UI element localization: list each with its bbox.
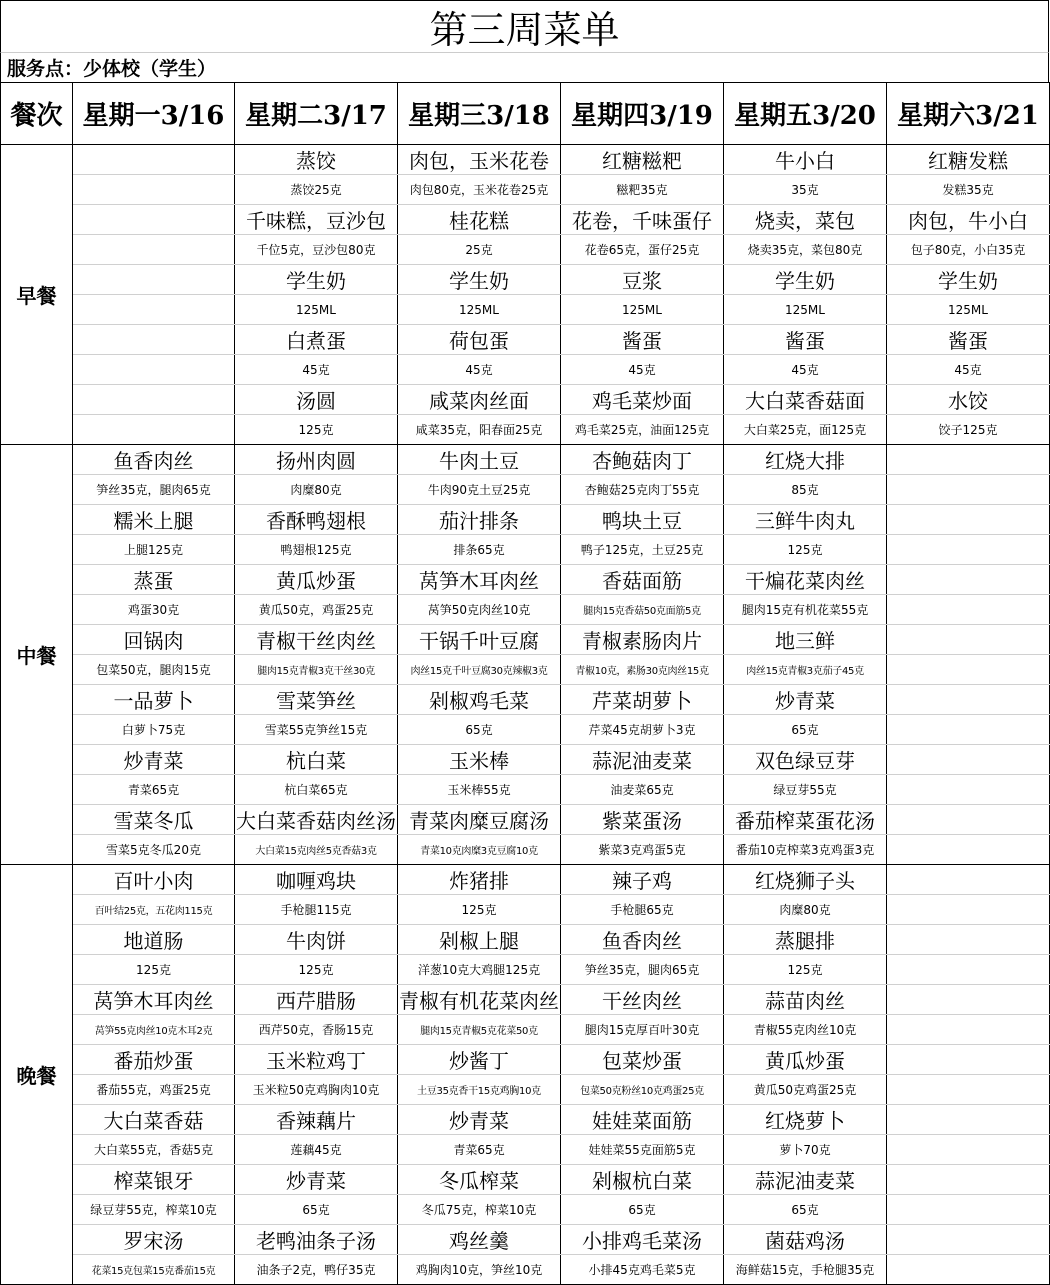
- quantity-row: [1, 595, 1050, 625]
- quantity-cell: 肉糜80克: [724, 895, 887, 925]
- dish-cell: [887, 1105, 1050, 1135]
- quantity-cell: 青菜65克: [73, 775, 235, 805]
- quantity-cell: 小排45克鸡毛菜5克: [561, 1255, 724, 1285]
- quantity-cell: 番茄55克，鸡蛋25克: [73, 1075, 235, 1105]
- dish-cell: [887, 505, 1050, 535]
- dish-cell: 汤圆: [235, 385, 398, 415]
- quantity-cell: 芹菜45克胡萝卜3克: [561, 715, 724, 745]
- quantity-cell: 45克: [887, 355, 1050, 385]
- day-header: 星期二3/17: [235, 83, 398, 145]
- quantity-cell: [887, 595, 1050, 625]
- dish-cell: 茄汁排条: [398, 505, 561, 535]
- quantity-cell: 西芹50克，香肠15克: [235, 1015, 398, 1045]
- dish-cell: 冬瓜榨菜: [398, 1165, 561, 1195]
- quantity-cell: 包菜50克，腿肉15克: [73, 655, 235, 685]
- quantity-cell: 45克: [398, 355, 561, 385]
- quantity-cell: 杏鲍菇25克肉丁55克: [561, 475, 724, 505]
- dish-cell: 双色绿豆芽: [724, 745, 887, 775]
- quantity-cell: [887, 1255, 1050, 1285]
- quantity-cell: 鸭翅根125克: [235, 535, 398, 565]
- dish-cell: [887, 865, 1050, 895]
- quantity-cell: 牛肉90克土豆25克: [398, 475, 561, 505]
- dish-cell: 青椒干丝肉丝: [235, 625, 398, 655]
- quantity-cell: 45克: [724, 355, 887, 385]
- dish-cell: 鱼香肉丝: [561, 925, 724, 955]
- dish-cell: 紫菜蛋汤: [561, 805, 724, 835]
- dish-row: [1, 685, 1050, 715]
- dish-cell: 罗宋汤: [73, 1225, 235, 1255]
- header-row: [1, 83, 1050, 145]
- quantity-cell: 笋丝35克，腿肉65克: [561, 955, 724, 985]
- quantity-cell: 土豆35克香干15克鸡胸10克: [398, 1075, 561, 1105]
- quantity-cell: 腿肉15克香菇50克面筋5克: [561, 595, 724, 625]
- dish-cell: 干锅千叶豆腐: [398, 625, 561, 655]
- dish-row: [1, 265, 1050, 295]
- dish-row: [1, 985, 1050, 1015]
- dish-cell: [73, 205, 235, 235]
- dish-cell: 菌菇鸡汤: [724, 1225, 887, 1255]
- quantity-cell: [73, 235, 235, 265]
- day-header: 星期一3/16: [73, 83, 235, 145]
- dish-row: [1, 925, 1050, 955]
- dish-cell: 蒸饺: [235, 145, 398, 175]
- dish-row: [1, 1105, 1050, 1135]
- dish-row: [1, 625, 1050, 655]
- dish-cell: 牛肉饼: [235, 925, 398, 955]
- quantity-cell: 65克: [724, 715, 887, 745]
- dish-cell: 咸菜肉丝面: [398, 385, 561, 415]
- quantity-row: [1, 775, 1050, 805]
- quantity-cell: 85克: [724, 475, 887, 505]
- quantity-cell: [73, 415, 235, 445]
- quantity-cell: 腿肉15克青椒3克干丝30克: [235, 655, 398, 685]
- dish-cell: 玉米粒鸡丁: [235, 1045, 398, 1075]
- dish-cell: 炒酱丁: [398, 1045, 561, 1075]
- quantity-cell: 125克: [235, 955, 398, 985]
- quantity-cell: 绿豆芽55克: [724, 775, 887, 805]
- dish-row: [1, 205, 1050, 235]
- quantity-cell: 125ML: [887, 295, 1050, 325]
- dish-cell: 杭白菜: [235, 745, 398, 775]
- menu-body: [1, 145, 1050, 1285]
- quantity-cell: [73, 175, 235, 205]
- dish-cell: 青椒有机花菜肉丝: [398, 985, 561, 1015]
- quantity-cell: [887, 655, 1050, 685]
- dish-cell: 大白菜香菇肉丝汤: [235, 805, 398, 835]
- quantity-cell: 冬瓜75克，榨菜10克: [398, 1195, 561, 1225]
- quantity-cell: 番茄10克榨菜3克鸡蛋3克: [724, 835, 887, 865]
- dish-cell: 香酥鸭翅根: [235, 505, 398, 535]
- quantity-cell: 洋葱10克大鸡腿125克: [398, 955, 561, 985]
- quantity-cell: 35克: [724, 175, 887, 205]
- dish-cell: 青椒素肠肉片: [561, 625, 724, 655]
- meal-label: 早餐: [1, 145, 73, 445]
- quantity-cell: 紫菜3克鸡蛋5克: [561, 835, 724, 865]
- quantity-cell: 鸭子125克，土豆25克: [561, 535, 724, 565]
- quantity-cell: 腿肉15克有机花菜55克: [724, 595, 887, 625]
- quantity-cell: 65克: [561, 1195, 724, 1225]
- quantity-cell: 玉米棒55克: [398, 775, 561, 805]
- dish-cell: [887, 685, 1050, 715]
- dish-cell: 玉米棒: [398, 745, 561, 775]
- dish-cell: 黄瓜炒蛋: [724, 1045, 887, 1075]
- dish-cell: 香菇面筋: [561, 565, 724, 595]
- dish-cell: 肉包，牛小白: [887, 205, 1050, 235]
- quantity-cell: 25克: [398, 235, 561, 265]
- quantity-cell: 烧卖35克，菜包80克: [724, 235, 887, 265]
- dish-cell: 黄瓜炒蛋: [235, 565, 398, 595]
- quantity-cell: [887, 535, 1050, 565]
- dish-cell: 番茄榨菜蛋花汤: [724, 805, 887, 835]
- quantity-row: [1, 1255, 1050, 1285]
- dish-cell: 红糖发糕: [887, 145, 1050, 175]
- dish-cell: [887, 625, 1050, 655]
- quantity-cell: 白萝卜75克: [73, 715, 235, 745]
- dish-cell: 学生奶: [398, 265, 561, 295]
- quantity-cell: 125ML: [398, 295, 561, 325]
- quantity-cell: 鸡蛋30克: [73, 595, 235, 625]
- quantity-cell: 鸡毛菜25克，油面125克: [561, 415, 724, 445]
- quantity-row: [1, 835, 1050, 865]
- quantity-cell: 黄瓜50克鸡蛋25克: [724, 1075, 887, 1105]
- quantity-cell: 海鲜菇15克，手枪腿35克: [724, 1255, 887, 1285]
- quantity-cell: 饺子125克: [887, 415, 1050, 445]
- dish-cell: 牛肉土豆: [398, 445, 561, 475]
- dish-cell: 荷包蛋: [398, 325, 561, 355]
- dish-cell: 回锅肉: [73, 625, 235, 655]
- quantity-cell: 雪菜5克冬瓜20克: [73, 835, 235, 865]
- dish-cell: 芹菜胡萝卜: [561, 685, 724, 715]
- quantity-cell: [887, 895, 1050, 925]
- dish-cell: 酱蛋: [561, 325, 724, 355]
- quantity-row: [1, 475, 1050, 505]
- dish-cell: 炒青菜: [235, 1165, 398, 1195]
- quantity-cell: 花菜15克包菜15克番茄15克: [73, 1255, 235, 1285]
- dish-cell: 肉包，玉米花卷: [398, 145, 561, 175]
- dish-cell: 鱼香肉丝: [73, 445, 235, 475]
- dish-cell: 包菜炒蛋: [561, 1045, 724, 1075]
- dish-cell: 红烧狮子头: [724, 865, 887, 895]
- day-header: 星期五3/20: [724, 83, 887, 145]
- dish-cell: 红烧大排: [724, 445, 887, 475]
- quantity-cell: 125克: [73, 955, 235, 985]
- quantity-cell: 绿豆芽55克，榨菜10克: [73, 1195, 235, 1225]
- dish-cell: [887, 445, 1050, 475]
- quantity-cell: 手枪腿65克: [561, 895, 724, 925]
- dish-cell: 剁椒杭白菜: [561, 1165, 724, 1195]
- dish-cell: 辣子鸡: [561, 865, 724, 895]
- quantity-cell: 125ML: [561, 295, 724, 325]
- quantity-cell: 肉包80克，玉米花卷25克: [398, 175, 561, 205]
- quantity-cell: 125克: [398, 895, 561, 925]
- dish-cell: 剁椒上腿: [398, 925, 561, 955]
- dish-cell: 炒青菜: [724, 685, 887, 715]
- dish-cell: [887, 565, 1050, 595]
- dish-cell: 花卷，千味蛋仔: [561, 205, 724, 235]
- quantity-cell: 肉丝15克千叶豆腐30克辣椒3克: [398, 655, 561, 685]
- dish-cell: 三鲜牛肉丸: [724, 505, 887, 535]
- quantity-cell: 手枪腿115克: [235, 895, 398, 925]
- quantity-row: [1, 655, 1050, 685]
- dish-cell: [887, 1165, 1050, 1195]
- dish-cell: 剁椒鸡毛菜: [398, 685, 561, 715]
- dish-cell: 酱蛋: [724, 325, 887, 355]
- dish-cell: [887, 1225, 1050, 1255]
- quantity-cell: 油麦菜65克: [561, 775, 724, 805]
- quantity-row: [1, 295, 1050, 325]
- quantity-cell: 黄瓜50克，鸡蛋25克: [235, 595, 398, 625]
- dish-cell: [887, 925, 1050, 955]
- quantity-cell: 腿肉15克厚百叶30克: [561, 1015, 724, 1045]
- dish-row: [1, 445, 1050, 475]
- quantity-cell: 大白菜55克，香菇5克: [73, 1135, 235, 1165]
- dish-cell: 红烧萝卜: [724, 1105, 887, 1135]
- quantity-row: [1, 1075, 1050, 1105]
- dish-cell: 学生奶: [724, 265, 887, 295]
- quantity-cell: 青椒55克肉丝10克: [724, 1015, 887, 1045]
- quantity-cell: 45克: [561, 355, 724, 385]
- quantity-cell: 125ML: [724, 295, 887, 325]
- quantity-cell: 包子80克，小白35克: [887, 235, 1050, 265]
- quantity-cell: 莲藕45克: [235, 1135, 398, 1165]
- dish-cell: [887, 805, 1050, 835]
- dish-cell: 百叶小肉: [73, 865, 235, 895]
- quantity-cell: 65克: [235, 1195, 398, 1225]
- dish-cell: 炒青菜: [398, 1105, 561, 1135]
- quantity-cell: 125ML: [235, 295, 398, 325]
- dish-cell: 红糖糍粑: [561, 145, 724, 175]
- dish-cell: [73, 325, 235, 355]
- quantity-cell: 腿肉15克青椒5克花菜50克: [398, 1015, 561, 1045]
- dish-row: [1, 565, 1050, 595]
- quantity-cell: 糍粑35克: [561, 175, 724, 205]
- quantity-cell: 咸菜35克，阳春面25克: [398, 415, 561, 445]
- quantity-cell: [887, 955, 1050, 985]
- dish-cell: 香辣藕片: [235, 1105, 398, 1135]
- quantity-cell: 鸡胸肉10克，笋丝10克: [398, 1255, 561, 1285]
- dish-cell: 蒜泥油麦菜: [561, 745, 724, 775]
- quantity-cell: 千位5克，豆沙包80克: [235, 235, 398, 265]
- dish-cell: 青菜肉糜豆腐汤: [398, 805, 561, 835]
- quantity-cell: 上腿125克: [73, 535, 235, 565]
- dish-cell: 豆浆: [561, 265, 724, 295]
- quantity-row: [1, 415, 1050, 445]
- quantity-row: [1, 355, 1050, 385]
- dish-cell: 娃娃菜面筋: [561, 1105, 724, 1135]
- dish-cell: 杏鲍菇肉丁: [561, 445, 724, 475]
- dish-cell: 扬州肉圆: [235, 445, 398, 475]
- quantity-cell: 大白菜15克肉丝5克香菇3克: [235, 835, 398, 865]
- dish-row: [1, 325, 1050, 355]
- quantity-cell: [73, 295, 235, 325]
- dish-cell: [887, 745, 1050, 775]
- dish-row: [1, 385, 1050, 415]
- quantity-cell: 萝卜70克: [724, 1135, 887, 1165]
- quantity-cell: [887, 1015, 1050, 1045]
- dish-cell: 莴笋木耳肉丝: [398, 565, 561, 595]
- quantity-cell: 65克: [724, 1195, 887, 1225]
- dish-cell: 西芹腊肠: [235, 985, 398, 1015]
- dish-cell: 蒸腿排: [724, 925, 887, 955]
- dish-cell: 鸭块土豆: [561, 505, 724, 535]
- quantity-cell: [887, 475, 1050, 505]
- meal-column-header: 餐次: [1, 83, 73, 145]
- dish-row: [1, 745, 1050, 775]
- quantity-cell: 百叶结25克，五花肉115克: [73, 895, 235, 925]
- quantity-cell: 玉米粒50克鸡胸肉10克: [235, 1075, 398, 1105]
- dish-cell: 番茄炒蛋: [73, 1045, 235, 1075]
- quantity-cell: [887, 775, 1050, 805]
- quantity-row: [1, 715, 1050, 745]
- quantity-row: [1, 235, 1050, 265]
- dish-cell: 糯米上腿: [73, 505, 235, 535]
- meal-label: 晚餐: [1, 865, 73, 1285]
- dish-cell: 烧卖，菜包: [724, 205, 887, 235]
- quantity-row: [1, 535, 1050, 565]
- dish-cell: 鸡毛菜炒面: [561, 385, 724, 415]
- dish-cell: 学生奶: [235, 265, 398, 295]
- quantity-cell: 125克: [724, 955, 887, 985]
- quantity-cell: 莴笋55克肉丝10克木耳2克: [73, 1015, 235, 1045]
- dish-cell: 水饺: [887, 385, 1050, 415]
- dish-cell: 雪菜冬瓜: [73, 805, 235, 835]
- dish-cell: 炒青菜: [73, 745, 235, 775]
- quantity-cell: 排条65克: [398, 535, 561, 565]
- quantity-row: [1, 1135, 1050, 1165]
- dish-cell: 干煸花菜肉丝: [724, 565, 887, 595]
- quantity-cell: 油条子2克，鸭仔35克: [235, 1255, 398, 1285]
- quantity-cell: 肉糜80克: [235, 475, 398, 505]
- quantity-row: [1, 1195, 1050, 1225]
- quantity-cell: 65克: [398, 715, 561, 745]
- dish-row: [1, 1045, 1050, 1075]
- quantity-cell: 莴笋50克肉丝10克: [398, 595, 561, 625]
- dish-cell: 炸猪排: [398, 865, 561, 895]
- page-title: 第三周菜单: [0, 0, 1049, 52]
- dish-cell: 雪菜笋丝: [235, 685, 398, 715]
- dish-cell: 地三鲜: [724, 625, 887, 655]
- quantity-cell: 125克: [235, 415, 398, 445]
- quantity-cell: 青椒10克，素肠30克肉丝15克: [561, 655, 724, 685]
- dish-cell: [73, 265, 235, 295]
- dish-cell: 白煮蛋: [235, 325, 398, 355]
- dish-row: [1, 145, 1050, 175]
- quantity-cell: [887, 715, 1050, 745]
- dish-cell: 咖喱鸡块: [235, 865, 398, 895]
- dish-cell: [887, 1045, 1050, 1075]
- dish-cell: 干丝肉丝: [561, 985, 724, 1015]
- day-header: 星期六3/21: [887, 83, 1050, 145]
- quantity-cell: 青菜10克肉糜3克豆腐10克: [398, 835, 561, 865]
- quantity-cell: 青菜65克: [398, 1135, 561, 1165]
- dish-row: [1, 805, 1050, 835]
- dish-cell: [73, 385, 235, 415]
- quantity-cell: 大白菜25克，面125克: [724, 415, 887, 445]
- service-point: 服务点：少体校（学生）: [0, 52, 1049, 82]
- dish-cell: 酱蛋: [887, 325, 1050, 355]
- quantity-cell: [887, 1075, 1050, 1105]
- dish-cell: 蒜泥油麦菜: [724, 1165, 887, 1195]
- quantity-cell: 45克: [235, 355, 398, 385]
- dish-cell: 牛小白: [724, 145, 887, 175]
- quantity-cell: [887, 1135, 1050, 1165]
- quantity-cell: 肉丝15克青椒3克茄子45克: [724, 655, 887, 685]
- quantity-cell: 125克: [724, 535, 887, 565]
- dish-row: [1, 865, 1050, 895]
- quantity-cell: 包菜50克粉丝10克鸡蛋25克: [561, 1075, 724, 1105]
- quantity-row: [1, 1015, 1050, 1045]
- quantity-cell: 蒸饺25克: [235, 175, 398, 205]
- dish-cell: 地道肠: [73, 925, 235, 955]
- dish-cell: 蒸蛋: [73, 565, 235, 595]
- dish-row: [1, 505, 1050, 535]
- quantity-cell: [73, 355, 235, 385]
- dish-cell: [73, 145, 235, 175]
- quantity-row: [1, 895, 1050, 925]
- quantity-cell: 笋丝35克，腿肉65克: [73, 475, 235, 505]
- quantity-cell: 杭白菜65克: [235, 775, 398, 805]
- dish-cell: 学生奶: [887, 265, 1050, 295]
- quantity-cell: [887, 835, 1050, 865]
- menu-table: [0, 82, 1050, 1285]
- dish-cell: 大白菜香菇面: [724, 385, 887, 415]
- day-header: 星期四3/19: [561, 83, 724, 145]
- dish-cell: 蒜苗肉丝: [724, 985, 887, 1015]
- meal-label: 中餐: [1, 445, 73, 865]
- dish-cell: 一品萝卜: [73, 685, 235, 715]
- quantity-cell: 娃娃菜55克面筋5克: [561, 1135, 724, 1165]
- dish-cell: 大白菜香菇: [73, 1105, 235, 1135]
- dish-cell: 榨菜银牙: [73, 1165, 235, 1195]
- dish-cell: [887, 985, 1050, 1015]
- dish-cell: 莴笋木耳肉丝: [73, 985, 235, 1015]
- dish-cell: 鸡丝羹: [398, 1225, 561, 1255]
- dish-cell: 千味糕，豆沙包: [235, 205, 398, 235]
- quantity-cell: [887, 1195, 1050, 1225]
- quantity-cell: 发糕35克: [887, 175, 1050, 205]
- quantity-row: [1, 955, 1050, 985]
- dish-row: [1, 1165, 1050, 1195]
- quantity-row: [1, 175, 1050, 205]
- dish-cell: 桂花糕: [398, 205, 561, 235]
- dish-row: [1, 1225, 1050, 1255]
- dish-cell: 小排鸡毛菜汤: [561, 1225, 724, 1255]
- day-header: 星期三3/18: [398, 83, 561, 145]
- quantity-cell: 花卷65克，蛋仔25克: [561, 235, 724, 265]
- dish-cell: 老鸭油条子汤: [235, 1225, 398, 1255]
- quantity-cell: 雪菜55克笋丝15克: [235, 715, 398, 745]
